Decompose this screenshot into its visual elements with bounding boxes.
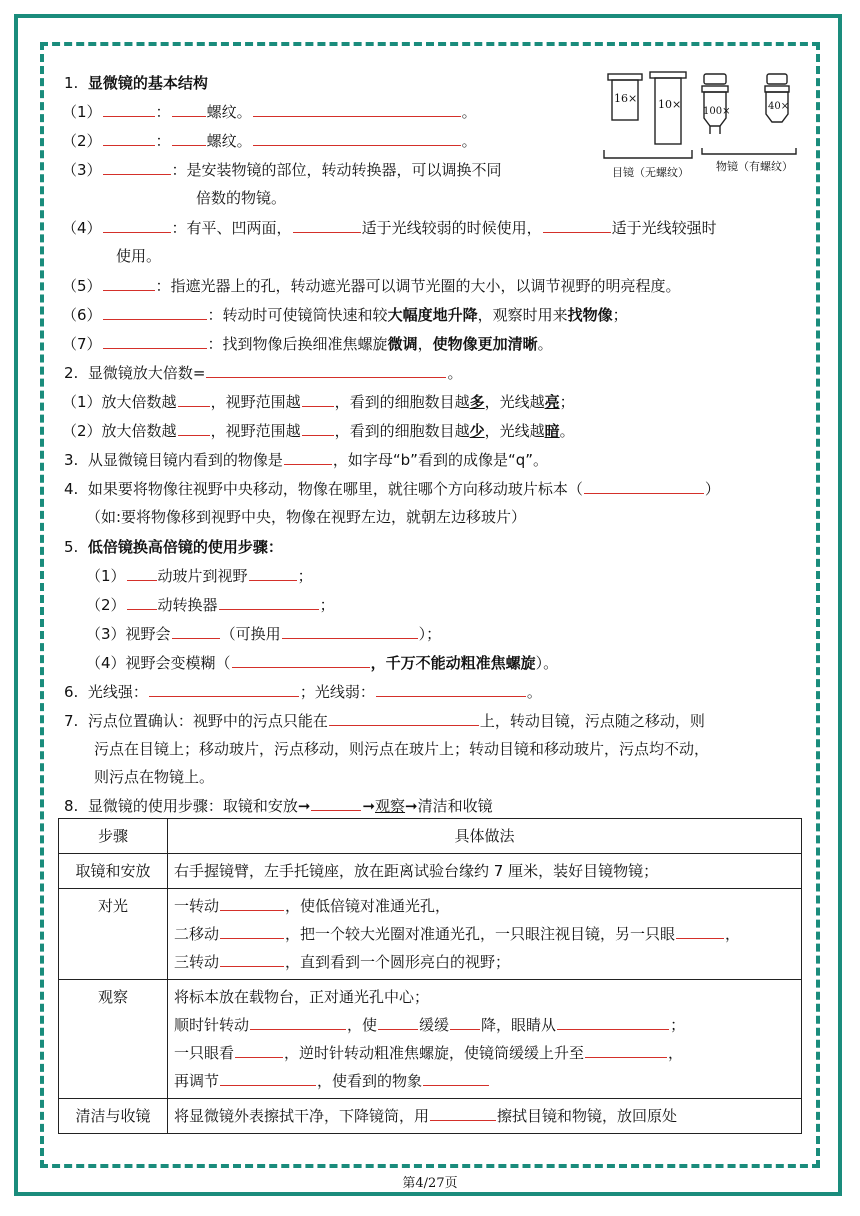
- eyepiece-16-label: 16×: [614, 92, 638, 105]
- header-method: 具体做法: [168, 819, 802, 854]
- blank: [249, 565, 297, 581]
- blank: [302, 391, 334, 407]
- blank: [103, 217, 171, 233]
- blank: [103, 333, 207, 349]
- blank: [172, 101, 206, 117]
- blank: [584, 478, 704, 494]
- blank: [543, 217, 611, 233]
- blank: [302, 420, 334, 436]
- blank: [103, 159, 171, 175]
- switch-step-1: （1） 动玻片到视野 ；: [86, 567, 313, 585]
- blank: [430, 1105, 496, 1121]
- structure-row-3: （3） ：是安装物镜的部位，转动转换器，可以调换不同: [62, 161, 502, 179]
- blank: [127, 594, 157, 610]
- section-4: 4. 如果要将物像往视野中央移动，物像在哪里，就往哪个方向移动玻片标本（ ）: [64, 480, 720, 498]
- section-7: 7. 污点位置确认：视野中的污点只能在 上，转动目镜，污点随之移动，则: [64, 712, 705, 730]
- blank: [293, 217, 361, 233]
- blank: [220, 1070, 316, 1086]
- switch-step-2: （2） 动转换器 ；: [86, 596, 335, 614]
- blank: [378, 1014, 418, 1030]
- section-1-title: 显微镜的基本结构: [87, 74, 208, 92]
- blank: [220, 895, 284, 911]
- blank: [423, 1070, 489, 1086]
- eyepiece-16-cap: [608, 74, 642, 80]
- blank: [127, 565, 157, 581]
- structure-row-1: （1） ： 螺纹。 。: [62, 103, 477, 121]
- blank: [219, 594, 319, 610]
- section-2-heading: 2. 显微镜放大倍数= 。: [64, 364, 463, 382]
- blank: [178, 391, 210, 407]
- blank: [311, 795, 361, 811]
- objective-100-label: 100×: [703, 106, 731, 117]
- eyepiece-10-label: 10×: [658, 98, 682, 111]
- table-row: 取镜和安放 右手握镜臂，左手托镜座，放在距离试验台缘约 7 厘米，装好目镜物镜；: [59, 854, 802, 889]
- switch-step-4: （4）视野会变模糊（ ，千万不能动粗准焦螺旋）。: [86, 654, 559, 672]
- section-8: 8. 显微镜的使用步骤：取镜和安放➞ ➞观察➞清洁和收镜: [64, 797, 493, 815]
- page-number: 第4/27页: [402, 1176, 458, 1191]
- table-row: 观察 将标本放在载物台，正对通光孔中心； 顺时针转动 ，使 缓缓 降，眼睛从 ； 一只眼看 ，逆时针转动粗准焦螺旋，使镜筒缓缓上升至 ， 再调节 ，使看到的物象: [59, 980, 802, 1099]
- structure-row-4-cont: 使用。: [116, 247, 162, 265]
- section-7-cont-1: 污点在目镜上；移动玻片，污点移动，则污点在玻片上；转动目镜和移动玻片，污点均不动，: [94, 740, 710, 758]
- eyepiece-10-body: [655, 78, 681, 144]
- blank: [103, 101, 155, 117]
- eyepiece-objective-figure: [600, 68, 810, 188]
- blank: [253, 130, 461, 146]
- arrow-icon: ➞: [405, 797, 418, 815]
- blank: [557, 1014, 669, 1030]
- blank: [220, 923, 284, 939]
- blank: [206, 362, 446, 378]
- objective-40-label: 40×: [768, 101, 790, 112]
- blank: [232, 652, 370, 668]
- magnification-row-2: （2）放大倍数越 ，视野范围越 ，看到的细胞数目越少，光线越暗。: [62, 422, 575, 440]
- blank: [220, 951, 284, 967]
- blank: [376, 681, 526, 697]
- section-1-heading: 1. 显微镜的基本结构: [64, 74, 208, 92]
- blank: [282, 623, 418, 639]
- structure-row-3-cont: 倍数的物镜。: [196, 189, 287, 207]
- blank: [235, 1042, 283, 1058]
- blank: [250, 1014, 346, 1030]
- structure-row-4: （4） ：有平、凹两面， 适于光线较弱的时候使用， 适于光线较强时: [62, 219, 717, 237]
- section-4-example: （如:要将物像移到视野中央，物像在视野左边，就朝左边移玻片）: [86, 508, 527, 526]
- blank: [149, 681, 299, 697]
- arrow-icon: ➞: [297, 797, 311, 815]
- blank: [329, 710, 479, 726]
- section-3: 3. 从显微镜目镜内看到的物像是 ，如字母“b”看到的成像是“q”。: [64, 451, 549, 469]
- blank: [103, 304, 207, 320]
- magnification-row-1: （1）放大倍数越 ，视野范围越 ，看到的细胞数目越多，光线越亮；: [62, 393, 575, 411]
- blank: [103, 275, 155, 291]
- section-7-cont-2: 则污点在物镜上。: [94, 768, 215, 786]
- arrow-icon: ➞: [362, 797, 376, 815]
- structure-row-2: （2） ： 螺纹。 。: [62, 132, 477, 150]
- eyepiece-caption: 目镜（无螺纹）: [612, 166, 689, 179]
- blank: [172, 130, 206, 146]
- blank: [172, 623, 220, 639]
- eyepiece-10-cap: [650, 72, 686, 78]
- blank: [676, 923, 724, 939]
- objective-caption: 物镜（有螺纹）: [716, 160, 793, 173]
- table-header-row: [59, 819, 802, 854]
- structure-row-7: （7） ：找到物像后换细准焦螺旋微调，使物像更加清晰。: [62, 335, 553, 353]
- blank: [284, 449, 332, 465]
- blank: [253, 101, 461, 117]
- structure-row-6: （6） ：转动时可使镜筒快速和较大幅度地升降，观察时用来找物像；: [62, 306, 628, 324]
- table-row: 清洁与收镜 将显微镜外表擦拭干净，下降镜筒，用 擦拭目镜和物镜，放回原处: [59, 1099, 802, 1134]
- header-step: 步骤: [59, 819, 168, 854]
- usage-steps-table: [58, 818, 802, 1134]
- switch-step-3: （3）视野会 （可换用 ）；: [86, 625, 442, 643]
- blank: [178, 420, 210, 436]
- blank: [585, 1042, 667, 1058]
- structure-row-5: （5） ：指遮光器上的孔，转动遮光器可以调节光圈的大小，以调节视野的明亮程度。: [62, 277, 681, 295]
- blank: [450, 1014, 480, 1030]
- table-row: 对光 一转动 ，使低倍镜对准通光孔， 二移动 ，把一个较大光圈对准通光孔，一只眼注视目镜，另一只眼 ， 三转动 ，直到看到一个圆形亮白的视野；: [59, 889, 802, 980]
- section-5-heading: 5. 低倍镜换高倍镜的使用步骤：: [64, 538, 283, 556]
- blank: [103, 130, 155, 146]
- section-6: 6. 光线强： ；光线弱： 。: [64, 683, 542, 701]
